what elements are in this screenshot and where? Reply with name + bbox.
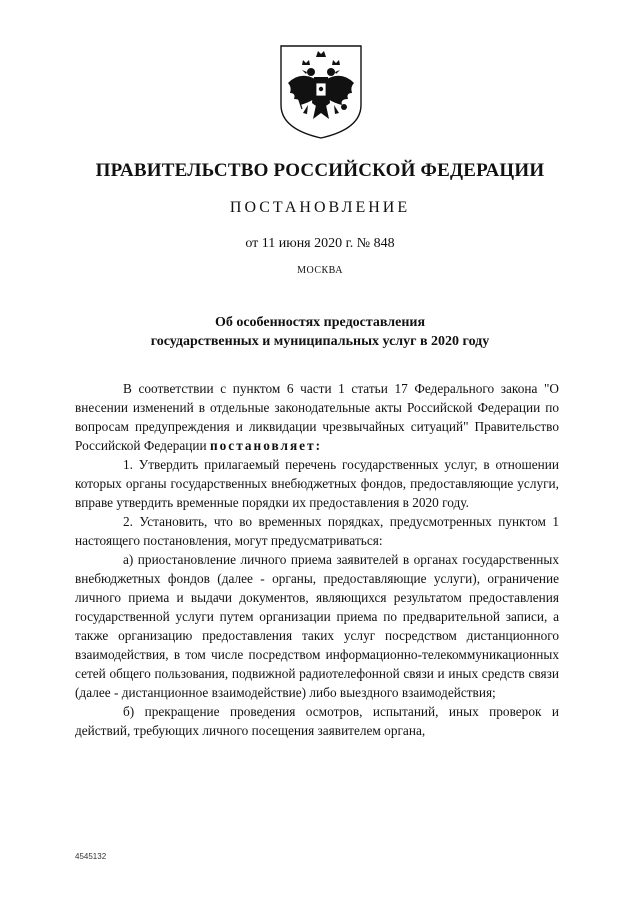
paragraph-subitem-a: а) приостановление личного приема заявителей в органах государственных внебюджетных фондов (далее - органы, предоставляющие услуги), ограничение личного приема и выдачи документов, являющихся результатом предоставления государственной услуги путем организации приема по предварительной записи, а также организацию предоставления таких услуг посредством дистанционного взаимодействия, в том числе посредством информационно-телекоммуникационных сетей общего пользования, подвижной радиотелефонной связи и иных средств связи (далее - дистанционное взаимодействие) либо выездного взаимодействия; (75, 552, 559, 700)
preamble-text: В соответствии с пунктом 6 части 1 статьи 17 Федерального закона "О внесении изменений в отдельные законодательные акты Российской Федерации по вопросам предупреждения и ликвидации чрезвычайных ситуаций" Правительство Российской Федерации (75, 381, 559, 453)
city: МОСКВА (297, 265, 343, 276)
title-line-2: государственных и муниципальных услуг в 2020 году (150, 334, 490, 349)
document-type: ПОСТАНОВЛЕНИЕ (229, 199, 411, 216)
document-body (75, 379, 559, 740)
date-and-number: от 11 июня 2020 г. № 848 (245, 236, 395, 251)
paragraph-subitem-b: б) прекращение проведения осмотров, испытаний, иных проверок и действий, требующих личного посещения заявителем органа, (75, 704, 559, 738)
document-title (0, 313, 640, 351)
government-name: ПРАВИТЕЛЬСТВО РОССИЙСКОЙ ФЕДЕРАЦИИ (95, 160, 545, 181)
paragraph-item-2: 2. Установить, что во временных порядках, предусмотренных пунктом 1 настоящего постановления, могут предусматриваться: (75, 514, 559, 548)
paragraph-item-1: 1. Утвердить прилагаемый перечень государственных услуг, в отношении которых органы государственных внебюджетных фондов, предоставляющие услуги, вправе утвердить временные порядки их предоставления в 2020 году. (75, 457, 559, 510)
title-line-1: Об особенностях предоставления (214, 315, 426, 330)
resolves-word: постановляет: (209, 438, 323, 453)
footer-code: 4545132 (75, 852, 107, 861)
coat-of-arms-icon (278, 43, 364, 141)
paragraph-preamble (75, 379, 559, 455)
